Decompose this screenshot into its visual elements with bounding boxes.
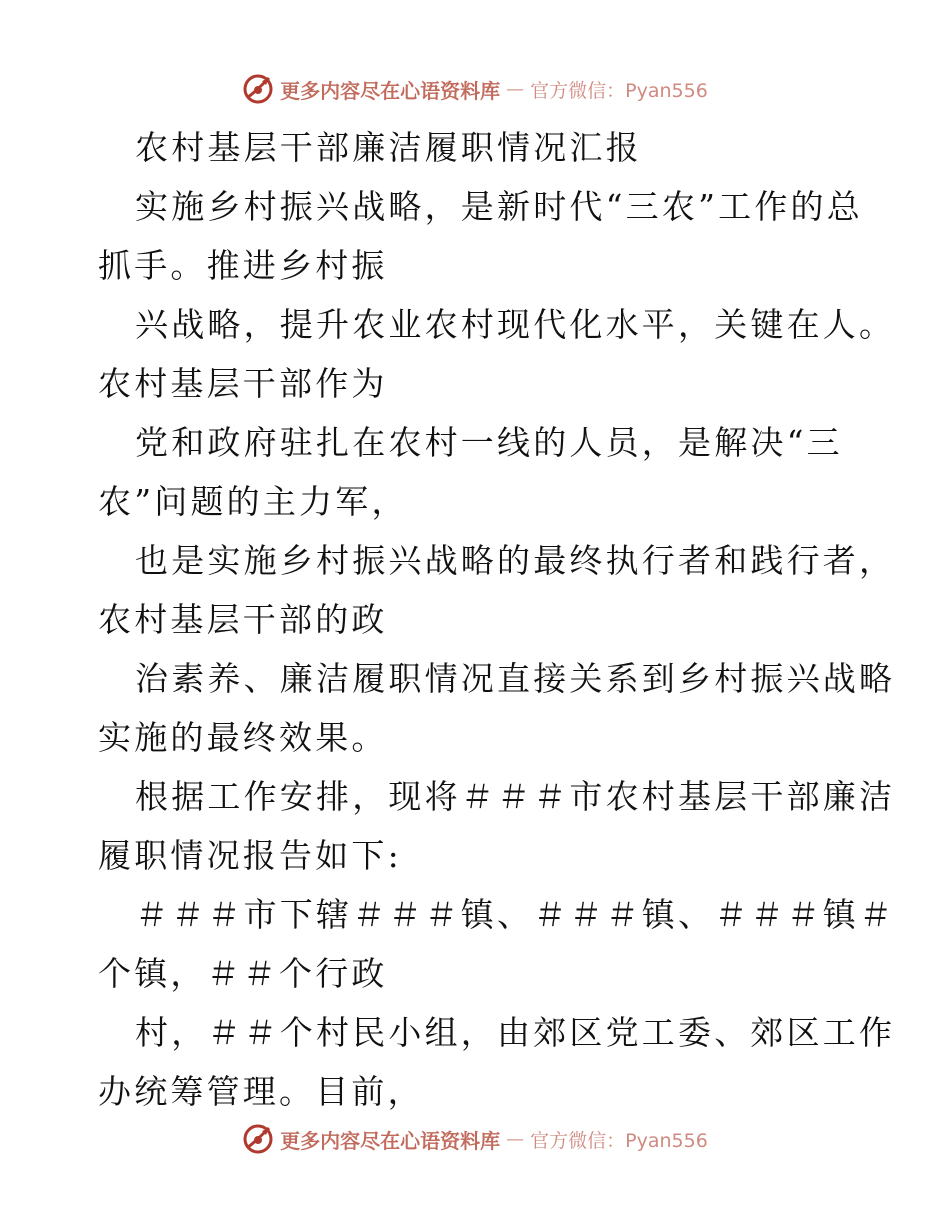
paragraph-line: 农”问题的主力军， [98,482,408,521]
document-body [98,118,896,1121]
paragraph-line: 也是实施乡村振兴战略的最终执行者和践行者， [135,541,896,580]
paragraph-line: 抓手。推进乡村振 [98,246,388,285]
watermark-brand-text: 更多内容尽在心语资料库 [280,1128,501,1153]
paragraph-line: 实施的最终效果。 [98,718,388,757]
watermark-separator: — [506,1128,525,1150]
document-title: 农村基层干部廉洁履职情况汇报 [135,128,642,167]
paragraph-line: 兴战略，提升农业农村现代化水平，关键在人。 [135,305,896,344]
paragraph-line: 农村基层干部的政 [98,600,388,639]
paragraph-line: ＃＃＃市下辖＃＃＃镇、＃＃＃镇、＃＃＃镇＃ [135,895,896,934]
paragraph-line: 村，＃＃个村民小组，由郊区党工委、郊区工作 [135,1013,896,1052]
watermark-contact-text: 官方微信：Pyan556 [530,1129,708,1152]
watermark-separator: — [506,78,525,100]
paragraph-line: 农村基层干部作为 [98,364,388,403]
watermark-contact-text: 官方微信：Pyan556 [530,79,708,102]
paragraph-line: 个镇，＃＃个行政 [98,954,388,993]
paragraph-line: 实施乡村振兴战略，是新时代“三农”工作的总 [135,187,863,226]
paragraph-line: 党和政府驻扎在农村一线的人员，是解决“三 [135,423,843,462]
paragraph-line: 治素养、廉洁履职情况直接关系到乡村振兴战略 [135,659,896,698]
paragraph-line: 履职情况报告如下: [98,836,402,875]
footer-watermark [0,1122,950,1156]
watermark-brand-text: 更多内容尽在心语资料库 [280,78,501,103]
paragraph-line: 办统筹管理。目前， [98,1072,424,1111]
header-watermark [0,72,950,106]
brand-logo-icon [242,1123,274,1155]
paragraph-line: 根据工作安排，现将＃＃＃市农村基层干部廉洁 [135,777,896,816]
brand-logo-icon [242,73,274,105]
